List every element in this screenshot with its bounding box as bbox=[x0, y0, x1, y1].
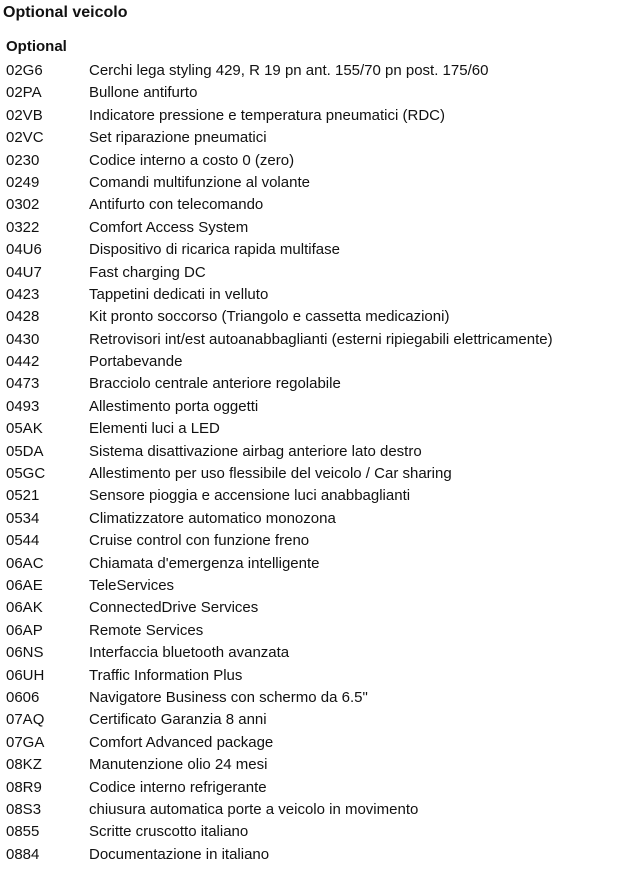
option-description: Codice interno a costo 0 (zero) bbox=[89, 151, 295, 169]
option-description: Comfort Advanced package bbox=[89, 733, 274, 751]
option-row bbox=[6, 799, 638, 821]
option-description: Allestimento porta oggetti bbox=[89, 397, 259, 415]
option-row bbox=[6, 418, 638, 440]
option-row bbox=[6, 620, 638, 642]
option-code: 0428 bbox=[6, 308, 40, 326]
option-code: 06AE bbox=[6, 576, 43, 594]
option-code: 0322 bbox=[6, 218, 40, 236]
option-description: Allestimento per uso flessibile del veicolo / Car sharing bbox=[89, 465, 452, 483]
section-heading-optional: Optional bbox=[6, 38, 67, 55]
option-code: 0884 bbox=[6, 845, 40, 863]
option-code: 0473 bbox=[6, 375, 40, 393]
option-description: Cerchi lega styling 429, R 19 pn ant. 155/70 pn post. 175/60 bbox=[89, 62, 489, 79]
option-description: Climatizzatore automatico monozona bbox=[89, 509, 336, 527]
option-row bbox=[6, 597, 638, 619]
option-description: Remote Services bbox=[89, 621, 204, 639]
option-code: 02G6 bbox=[6, 62, 43, 79]
option-description: Interfaccia bluetooth avanzata bbox=[89, 644, 290, 662]
option-code: 0302 bbox=[6, 196, 40, 214]
option-description: Codice interno refrigerante bbox=[89, 778, 267, 796]
option-description: Tappetini dedicati in velluto bbox=[89, 285, 269, 303]
option-code: 05AK bbox=[6, 420, 43, 438]
option-row bbox=[6, 508, 638, 530]
option-row bbox=[6, 262, 638, 284]
option-code: 07AQ bbox=[6, 711, 45, 729]
option-code: 02VB bbox=[6, 106, 43, 124]
option-row bbox=[6, 754, 638, 776]
option-code: 0230 bbox=[6, 151, 40, 169]
option-description: Manutenzione olio 24 mesi bbox=[89, 756, 268, 774]
option-code: 05DA bbox=[6, 442, 44, 460]
option-description: Chiamata d'emergenza intelligente bbox=[89, 554, 320, 572]
option-row bbox=[6, 306, 638, 328]
option-row bbox=[6, 329, 638, 351]
option-row bbox=[6, 373, 638, 395]
option-row bbox=[6, 217, 638, 239]
option-code: 0442 bbox=[6, 353, 40, 371]
option-row bbox=[6, 82, 638, 104]
option-code: 0493 bbox=[6, 397, 40, 415]
option-description: Kit pronto soccorso (Triangolo e cassetta medicazioni) bbox=[89, 308, 450, 326]
option-row bbox=[6, 463, 638, 485]
option-code: 07GA bbox=[6, 733, 45, 751]
option-code: 0423 bbox=[6, 285, 40, 303]
option-code: 05GC bbox=[6, 465, 46, 483]
option-description: Comandi multifunzione al volante bbox=[89, 173, 310, 191]
option-code: 04U7 bbox=[6, 263, 42, 281]
option-row bbox=[6, 105, 638, 127]
option-row bbox=[6, 687, 638, 709]
option-row bbox=[6, 575, 638, 597]
option-row bbox=[6, 553, 638, 575]
option-description: Fast charging DC bbox=[89, 263, 206, 281]
option-description: Sistema disattivazione airbag anteriore lato destro bbox=[89, 442, 422, 460]
option-code: 08S3 bbox=[6, 800, 42, 818]
options-list bbox=[6, 60, 638, 866]
option-row bbox=[6, 665, 638, 687]
option-description: Set riparazione pneumatici bbox=[89, 129, 267, 147]
option-code: 08R9 bbox=[6, 778, 42, 796]
option-code: 06AK bbox=[6, 599, 43, 617]
option-code: 06UH bbox=[6, 666, 45, 684]
option-description: Antifurto con telecomando bbox=[89, 196, 264, 214]
option-description: Comfort Access System bbox=[89, 218, 249, 236]
page-title: Optional veicolo bbox=[3, 4, 128, 21]
option-row bbox=[6, 396, 638, 418]
option-code: 02VC bbox=[6, 129, 44, 147]
option-code: 06AC bbox=[6, 554, 44, 572]
option-description: ConnectedDrive Services bbox=[89, 599, 259, 617]
option-row bbox=[6, 642, 638, 664]
option-row bbox=[6, 284, 638, 306]
option-description: Documentazione in italiano bbox=[89, 845, 270, 863]
option-row bbox=[6, 351, 638, 373]
option-code: 02PA bbox=[6, 84, 42, 102]
option-description: Sensore pioggia e accensione luci anabbaglianti bbox=[89, 487, 411, 505]
option-code: 0855 bbox=[6, 823, 40, 841]
option-description: Bullone antifurto bbox=[89, 84, 198, 102]
option-code: 0544 bbox=[6, 532, 40, 550]
option-code: 0521 bbox=[6, 487, 40, 505]
option-row bbox=[6, 172, 638, 194]
option-code: 06AP bbox=[6, 621, 43, 639]
option-code: 0249 bbox=[6, 173, 40, 191]
option-description: Traffic Information Plus bbox=[89, 666, 243, 684]
option-row bbox=[6, 709, 638, 731]
option-row bbox=[6, 441, 638, 463]
option-row bbox=[6, 530, 638, 552]
option-code: 06NS bbox=[6, 644, 44, 662]
option-description: Elementi luci a LED bbox=[89, 420, 220, 438]
option-row bbox=[6, 60, 638, 82]
option-description: Scritte cruscotto italiano bbox=[89, 823, 249, 841]
option-code: 04U6 bbox=[6, 241, 42, 259]
option-row bbox=[6, 194, 638, 216]
option-code: 0606 bbox=[6, 688, 40, 706]
option-row bbox=[6, 777, 638, 799]
option-row bbox=[6, 127, 638, 149]
option-row bbox=[6, 485, 638, 507]
option-row bbox=[6, 150, 638, 172]
option-code: 08KZ bbox=[6, 756, 42, 774]
option-row bbox=[6, 821, 638, 843]
option-description: Certificato Garanzia 8 anni bbox=[89, 711, 267, 729]
option-description: Dispositivo di ricarica rapida multifase bbox=[89, 241, 340, 259]
option-code: 0534 bbox=[6, 509, 40, 527]
option-description: Cruise control con funzione freno bbox=[89, 532, 310, 550]
option-code: 0430 bbox=[6, 330, 40, 348]
option-description: Navigatore Business con schermo da 6.5" bbox=[89, 688, 368, 706]
option-description: Portabevande bbox=[89, 353, 183, 371]
option-row bbox=[6, 239, 638, 261]
option-row bbox=[6, 844, 638, 866]
option-row bbox=[6, 732, 638, 754]
option-description: chiusura automatica porte a veicolo in movimento bbox=[89, 800, 419, 818]
option-description: Bracciolo centrale anteriore regolabile bbox=[89, 375, 341, 393]
option-description: Indicatore pressione e temperatura pneumatici (RDC) bbox=[89, 106, 445, 124]
option-description: TeleServices bbox=[89, 576, 175, 594]
option-description: Retrovisori int/est autoanabbaglianti (esterni ripiegabili elettricamente) bbox=[89, 330, 553, 348]
